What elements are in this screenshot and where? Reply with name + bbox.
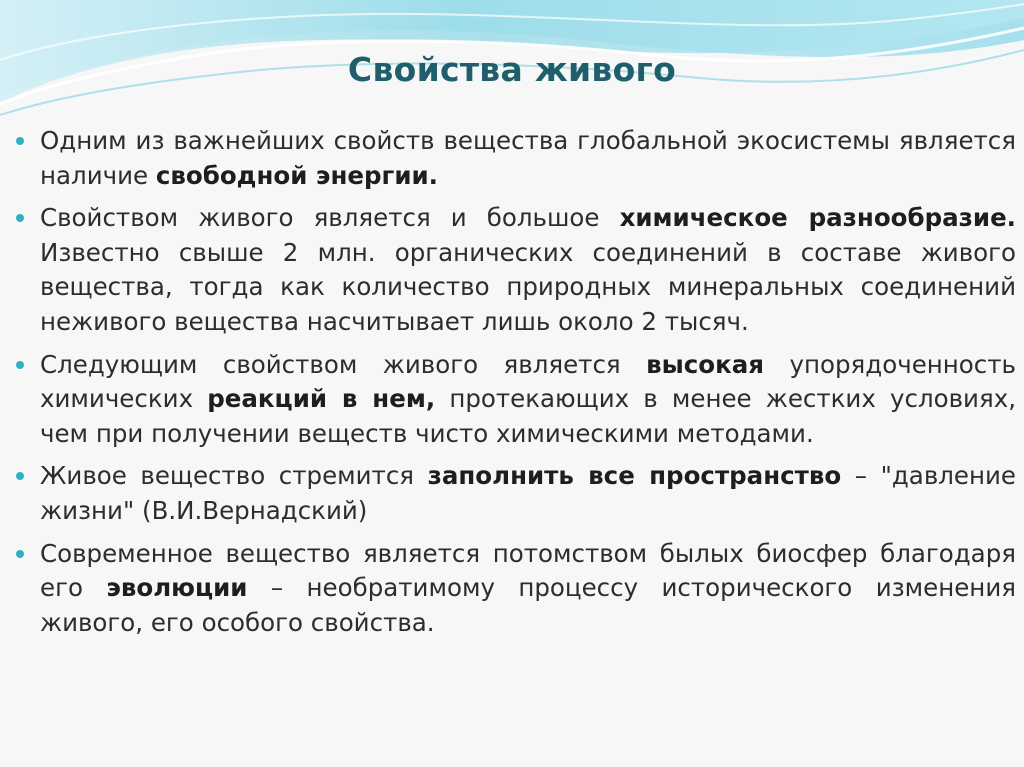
item-emphasis: высокая bbox=[646, 349, 765, 379]
bullet-dot-icon bbox=[16, 472, 24, 480]
slide-title: Свойства живого bbox=[347, 50, 677, 89]
item-text: – "давление жизни" (В.И.Вернадский) bbox=[40, 461, 1017, 525]
item-text: Одним из важнейших свойств вещества глобальной экосистемы является наличие bbox=[40, 126, 1016, 190]
bullet-dot-icon bbox=[16, 137, 24, 145]
item-emphasis: реакций в нем, bbox=[207, 384, 436, 414]
bullet-dot-icon bbox=[16, 550, 24, 558]
list-item bbox=[12, 201, 1016, 339]
item-text: протекающих в менее жестких условиях, чем при получении веществ чисто химическими методами. bbox=[40, 384, 1017, 448]
item-text: Современное вещество является потомством былых биосфер благодаря его bbox=[40, 538, 1016, 603]
item-text: Живое вещество стремится bbox=[40, 461, 428, 491]
bullet-dot-icon bbox=[16, 214, 24, 222]
list-item bbox=[12, 459, 1016, 528]
list-item bbox=[12, 537, 1016, 641]
item-text: Следующим свойством живого является bbox=[40, 349, 647, 379]
item-text: Известно свыше 2 млн. органических соединений в составе живого вещества, тогда как количество природных минеральных соединений неживого вещества насчитывает лишь около 2 тысяч. bbox=[40, 237, 1016, 336]
item-emphasis: свободной энергии. bbox=[155, 160, 438, 190]
bullet-list bbox=[12, 124, 1016, 648]
item-emphasis: химическое разнообразие. bbox=[619, 203, 1016, 233]
item-text: упорядоченность химических bbox=[40, 349, 1016, 414]
list-item bbox=[12, 124, 1016, 193]
item-emphasis: заполнить все пространство bbox=[427, 461, 842, 491]
item-text: – необратимому процессу исторического изменения живого, его особого свойства. bbox=[40, 573, 1016, 637]
list-item bbox=[12, 348, 1016, 452]
bullet-dot-icon bbox=[16, 361, 24, 369]
item-text: Свойством живого является и большое bbox=[40, 203, 620, 233]
item-emphasis: эволюции bbox=[106, 573, 248, 603]
